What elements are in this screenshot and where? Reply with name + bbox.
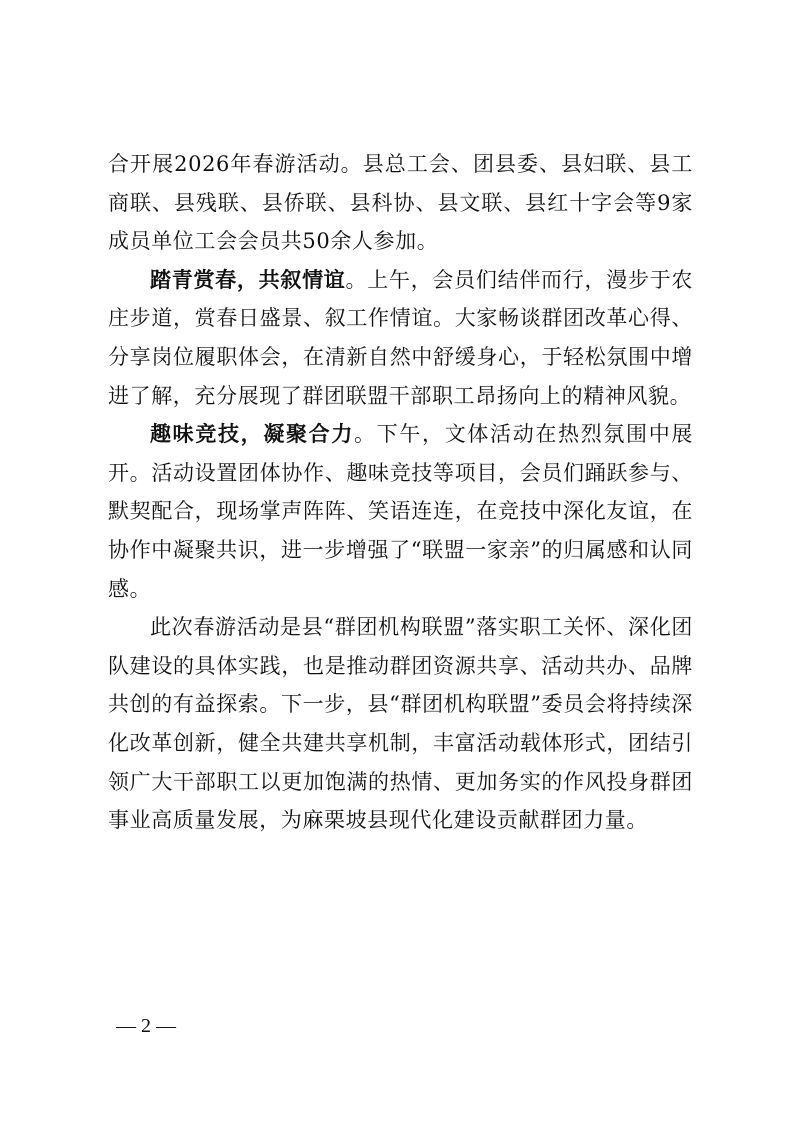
paragraph-3-text: 。下午，文体活动在热烈氛围中展开。活动设置团体协作、趣味竞技等项目，会员们踊跃参与、默契配合，现场掌声阵阵、笑语连连，在竞技中深化友谊，在协作中凝聚共识，进一步增强了“联盟一家亲”的归属感和认同感。 xyxy=(108,422,693,601)
paragraph-1-text: 合开展2026年春游活动。县总工会、团县委、县妇联、县工商联、县残联、县侨联、县科协、县文联、县红十字会等9家成员单位工会会员共50余人参加。 xyxy=(108,152,693,254)
paragraph-4 xyxy=(108,608,693,840)
paragraph-2-heading: 踏青赏春，共叙情谊 xyxy=(150,266,346,292)
paragraph-2 xyxy=(108,261,693,415)
page-number: — 2 — xyxy=(116,1015,176,1037)
document-body xyxy=(108,145,693,840)
paragraph-2-text: 。上午，会员们结伴而行，漫步于农庄步道，赏春日盛景、叙工作情谊。大家畅谈群团改革心得、分享岗位履职体会，在清新自然中舒缓身心，于轻松氛围中增进了解，充分展现了群团联盟干部职工昂扬向上的精神风貌。 xyxy=(108,267,693,408)
paragraph-3 xyxy=(108,415,693,608)
paragraph-3-heading: 趣味竞技，凝聚合力 xyxy=(150,421,355,447)
paragraph-4-text: 此次春游活动是县“群团机构联盟”落实职工关怀、深化团队建设的具体实践，也是推动群团资源共享、活动共办、品牌共创的有益探索。下一步，县“群团机构联盟”委员会将持续深化改革创新，健全共建共享机制，丰富活动载体形式，团结引领广大干部职工以更加饱满的热情、更加务实的作风投身群团事业高质量发展，为麻栗坡县现代化建设贡献群团力量。 xyxy=(108,615,693,833)
paragraph-1 xyxy=(108,145,693,261)
